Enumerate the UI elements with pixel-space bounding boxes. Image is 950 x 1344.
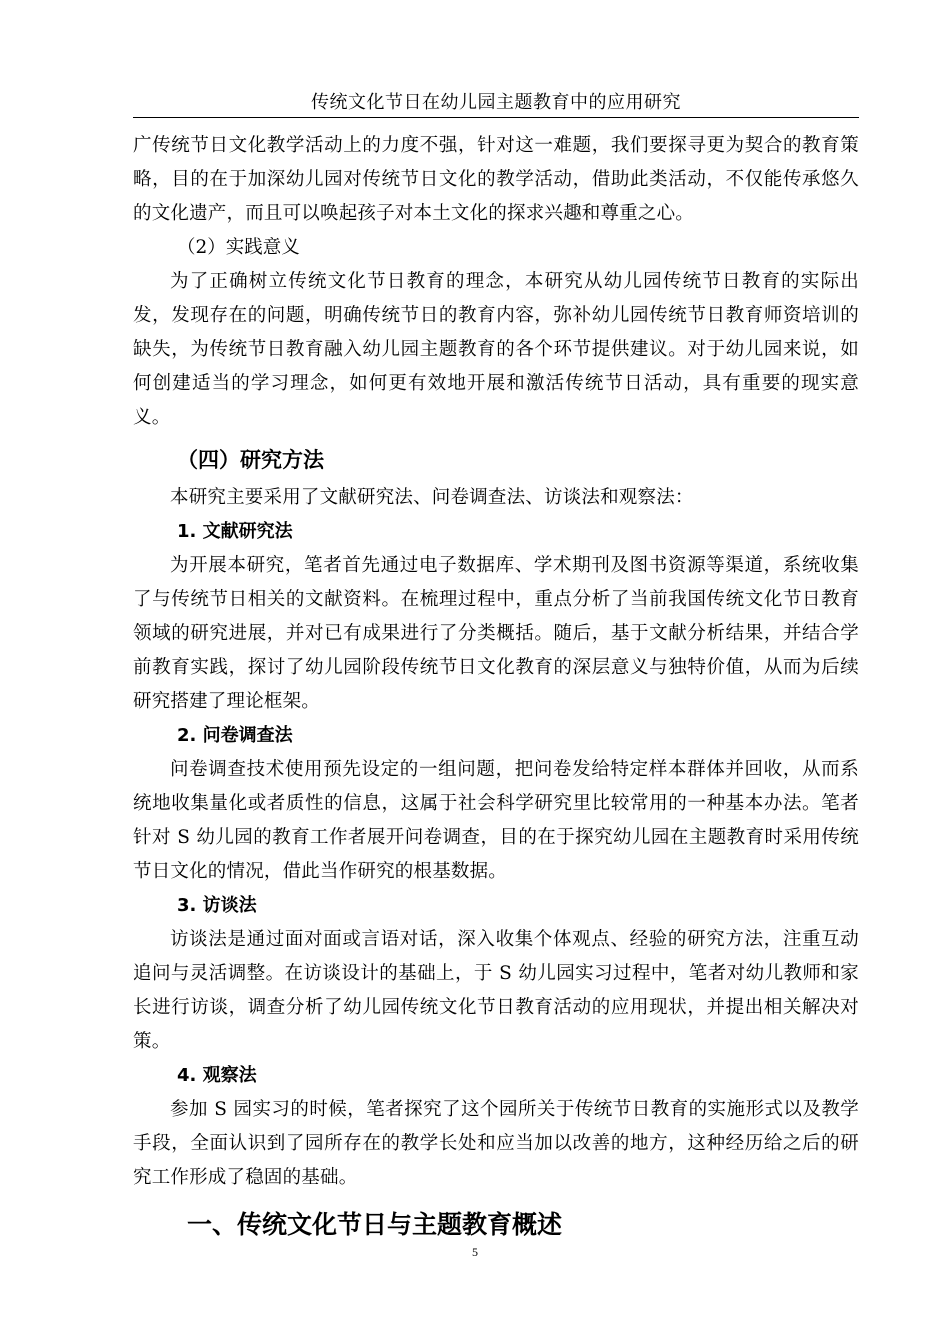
header-divider (133, 117, 859, 118)
method1-paragraph: 为开展本研究，笔者首先通过电子数据库、学术期刊及图书资源等渠道，系统收集了与传统节日相关的文献资料。在梳理过程中，重点分析了当前我国传统文化节日教育领域的研究进展，并对已有成果进行了分类概括。随后，基于文献分析结果，并结合学前教育实践，探讨了幼儿园阶段传统节日文化教育的深层意义与独特价值，从而为后续研究搭建了理论框架。 (133, 555, 859, 712)
continuation-paragraph: 广传统节日文化教学活动上的力度不强，针对这一难题，我们要探寻更为契合的教育策略，目的在于加深幼儿园对传统节日文化的教学活动，借助此类活动，不仅能传承悠久的文化遗产，而且可以唤起孩子对本土文化的探求兴趣和尊重之心。 (133, 135, 859, 224)
method3-heading: 3. 访谈法 (177, 895, 257, 916)
running-header: 传统文化节日在幼儿园主题教育中的应用研究 (311, 92, 681, 113)
page-number: 5 (472, 1245, 478, 1259)
method4-paragraph: 参加 S 园实习的时候，笔者探究了这个园所关于传统节日教育的实施形式以及教学手段，全面认识到了园所存在的教学长处和应当加以改善的地方，这种经历给之后的研究工作形成了稳固的基础。 (133, 1099, 859, 1188)
method2-paragraph: 问卷调查技术使用预先设定的一组问题，把问卷发给特定样本群体并回收，从而系统地收集量化或者质性的信息，这属于社会科学研究里比较常用的一种基本办法。笔者针对 S 幼儿园的教育工作者展开问卷调查，目的在于探究幼儿园在主题教育时采用传统节日文化的情况，借此当作研究的根基数据。 (133, 759, 859, 882)
chapter-heading: 一、传统文化节日与主题教育概述 (187, 1210, 563, 1239)
method3-paragraph: 访谈法是通过面对面或言语对话，深入收集个体观点、经验的研究方法，注重互动追问与灵活调整。在访谈设计的基础上，于 S 幼儿园实习过程中，笔者对幼儿教师和家长进行访谈，调查分析了幼儿园传统文化节日教育活动的应用现状，并提出相关解决对策。 (133, 929, 859, 1052)
methods-intro: 本研究主要采用了文献研究法、问卷调查法、访谈法和观察法： (170, 487, 694, 508)
method4-heading: 4. 观察法 (177, 1065, 257, 1086)
method2-heading: 2. 问卷调查法 (177, 725, 293, 746)
body-content (133, 129, 859, 1247)
practice-paragraph: 为了正确树立传统文化节日教育的理念，本研究从幼儿园传统节日教育的实际出发，发现存在的问题，明确传统节日的教育内容，弥补幼儿园传统节日教育师资培训的缺失，为传统节日教育融入幼儿园主题教育的各个环节提供建议。对于幼儿园来说，如何创建适当的学习理念，如何更有效地开展和激活传统节日活动，具有重要的现实意义。 (133, 271, 859, 428)
methods-heading: （四）研究方法 (177, 448, 324, 472)
practice-heading: （2）实践意义 (177, 237, 300, 258)
method1-heading: 1. 文献研究法 (177, 521, 293, 542)
